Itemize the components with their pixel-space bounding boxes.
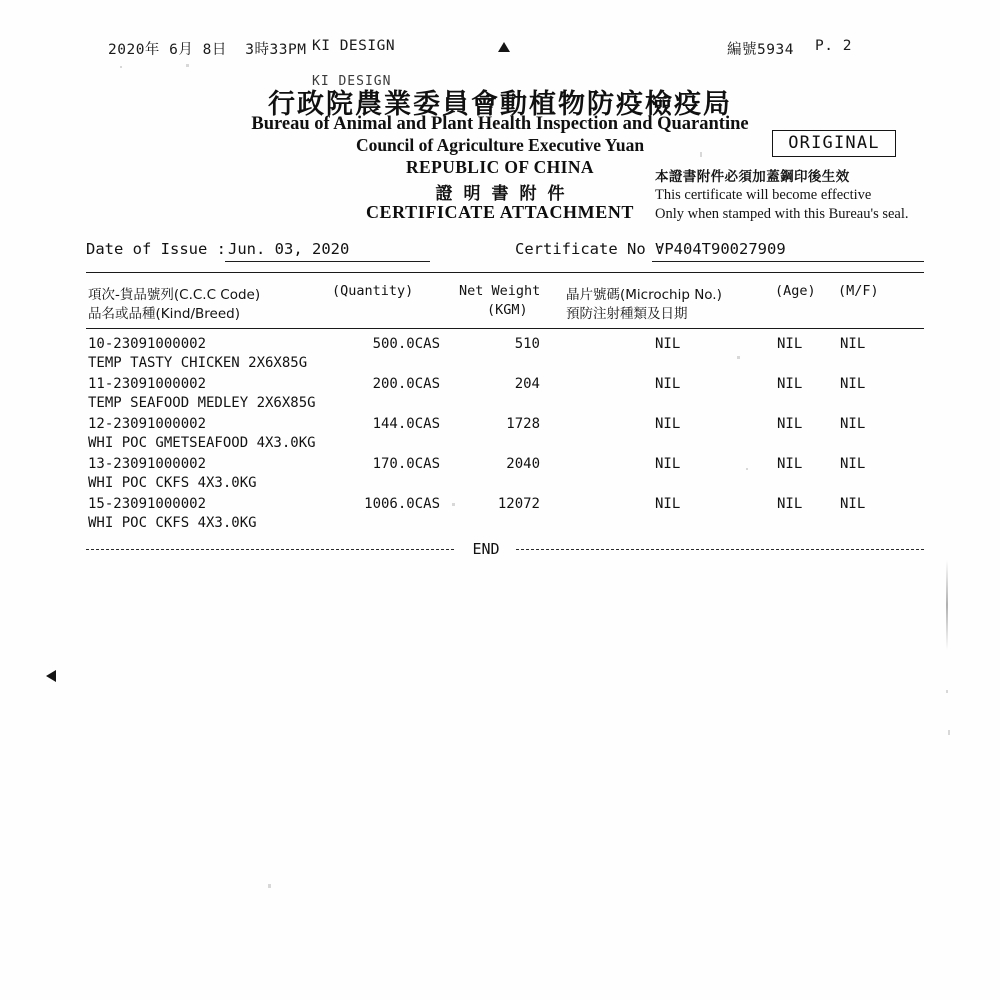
note-text-chinese: 本證書附件必須加蓋鋼印後生效 [655, 169, 850, 185]
cell-microchip: NIL [655, 496, 681, 512]
table-row [0, 336, 1000, 376]
cell-mf: NIL [840, 456, 866, 472]
date-of-issue-value: Jun. 03, 2020 [228, 240, 350, 258]
column-header-ccc-code: 項次-貨品號列(C.C.C Code) [88, 287, 261, 303]
cell-age: NIL [777, 336, 803, 352]
table-top-rule [86, 272, 924, 273]
end-dashed-rule-right [516, 549, 924, 550]
cell-mf: NIL [840, 496, 866, 512]
table-row [0, 376, 1000, 416]
scan-speck [120, 66, 122, 68]
fax-document-number: 編號5934 [727, 42, 794, 58]
fax-page-number: P. 2 [815, 38, 852, 54]
fax-sender-name: KI DESIGN [312, 38, 396, 54]
bureau-name-chinese: 行政院農業委員會動植物防疫檢疫局 [268, 89, 732, 120]
date-of-issue-label: Date of Issue : [86, 240, 226, 258]
scan-speck [268, 884, 271, 888]
cell-net-weight: 2040 [506, 456, 540, 472]
cell-description: TEMP SEAFOOD MEDLEY 2X6X85G [88, 395, 316, 411]
triangle-left-marker-icon [46, 670, 56, 682]
cell-microchip: NIL [655, 336, 681, 352]
cell-quantity: 144.0CAS [372, 416, 440, 432]
cell-quantity: 1006.0CAS [364, 496, 440, 512]
column-header-net-weight: Net Weight [459, 283, 541, 299]
cell-description: WHI POC GMETSEAFOOD 4X3.0KG [88, 435, 316, 451]
council-name: Council of Agriculture Executive Yuan [355, 135, 645, 155]
scan-speck [946, 690, 948, 693]
cell-net-weight: 1728 [506, 416, 540, 432]
column-header-vaccination: 預防注射種類及日期 [566, 306, 688, 322]
table-header-rule [86, 328, 924, 329]
cell-age: NIL [777, 496, 803, 512]
certificate-underline [652, 261, 924, 262]
table-row [0, 496, 1000, 536]
table-row [0, 416, 1000, 456]
cell-microchip: NIL [655, 416, 681, 432]
cell-age: NIL [777, 416, 803, 432]
scan-speck [700, 152, 702, 157]
fax-overlay-sender-name: KI DESIGN [312, 74, 392, 89]
note-text-english-2: Only when stamped with this Bureau's seal. [655, 206, 909, 222]
note-text-english-1: This certificate will become effective [655, 187, 872, 203]
cell-code: 13-23091000002 [88, 456, 207, 472]
cell-description: WHI POC CKFS 4X3.0KG [88, 475, 257, 491]
end-marker-label: END [472, 540, 500, 558]
cell-net-weight: 510 [514, 336, 540, 352]
column-header-net-weight-unit: (KGM) [487, 302, 528, 318]
scan-speck [948, 730, 950, 735]
issue-info-row [0, 240, 1000, 266]
bureau-name-english: Bureau of Animal and Plant Health Inspection and Quarantine [251, 114, 749, 134]
cell-mf: NIL [840, 416, 866, 432]
triangle-up-marker-icon [498, 42, 510, 52]
table-body [0, 336, 1000, 536]
country-name: REPUBLIC OF CHINA [406, 157, 594, 177]
document-subtitle-chinese: 證明書附件 [435, 184, 576, 204]
column-header-quantity: (Quantity) [332, 283, 414, 299]
cell-microchip: NIL [655, 456, 681, 472]
cell-mf: NIL [840, 376, 866, 392]
cell-description: TEMP TASTY CHICKEN 2X6X85G [88, 355, 308, 371]
scan-speck [737, 356, 740, 359]
cell-age: NIL [777, 456, 803, 472]
cell-code: 11-23091000002 [88, 376, 207, 392]
cell-microchip: NIL [655, 376, 681, 392]
cell-net-weight: 204 [514, 376, 540, 392]
column-header-microchip: 晶片號碼(Microchip No.) [566, 287, 722, 303]
cell-code: 12-23091000002 [88, 416, 207, 432]
column-header-kind-breed: 品名或品種(Kind/Breed) [88, 306, 241, 322]
cell-mf: NIL [840, 336, 866, 352]
cell-code: 15-23091000002 [88, 496, 207, 512]
certificate-effectiveness-note [655, 165, 955, 223]
end-dashed-rule-left [86, 549, 454, 550]
scan-speck [452, 503, 455, 506]
column-header-mf: (M/F) [838, 283, 879, 299]
certificate-no-label: Certificate No : [515, 240, 665, 258]
table-row [0, 456, 1000, 496]
certificate-no-value: VP404T90027909 [655, 240, 786, 258]
scan-artifact-line [946, 560, 948, 650]
original-stamp-box: ORIGINAL [772, 130, 896, 157]
cell-description: WHI POC CKFS 4X3.0KG [88, 515, 257, 531]
cell-age: NIL [777, 376, 803, 392]
scan-speck [186, 64, 189, 67]
column-header-age: (Age) [775, 283, 816, 299]
end-of-list-line [86, 540, 924, 560]
document-subtitle-english: CERTIFICATE ATTACHMENT [365, 202, 635, 222]
cell-quantity: 200.0CAS [372, 376, 440, 392]
scan-speck [746, 468, 748, 470]
cell-net-weight: 12072 [497, 496, 540, 512]
cell-quantity: 500.0CAS [372, 336, 440, 352]
date-underline [225, 261, 430, 262]
cell-quantity: 170.0CAS [372, 456, 440, 472]
fax-timestamp: 2020年 6月 8日 3時33PM [108, 42, 307, 58]
cell-code: 10-23091000002 [88, 336, 207, 352]
